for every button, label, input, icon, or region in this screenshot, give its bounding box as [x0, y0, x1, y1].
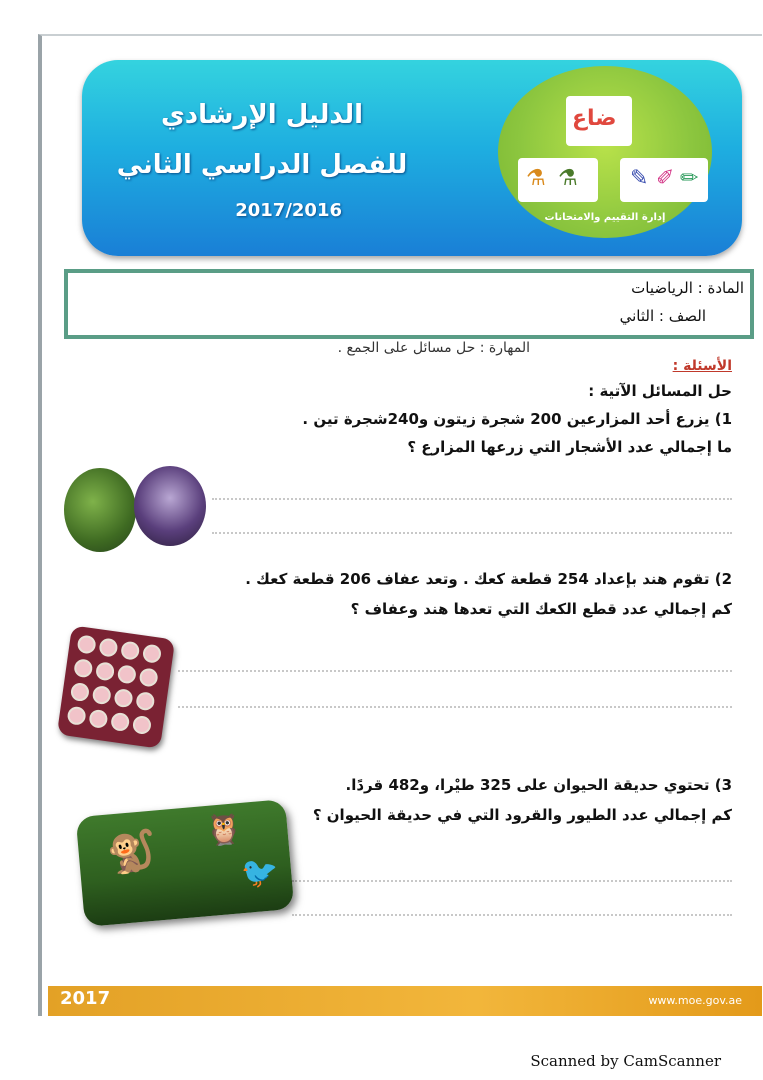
worksheet-page	[38, 34, 762, 1016]
question-2-line1: 2) تقوم هند بإعداد 254 قطعة كعك . وتعد عفاف 206 قطعة كعك .	[245, 570, 732, 588]
header-banner	[82, 60, 742, 256]
answer-line	[212, 532, 732, 534]
ministry-logo	[498, 66, 712, 238]
instruction-text: حل المسائل الآتية :	[588, 382, 732, 400]
banner-title-line2: للفصل الدراسي الثاني	[116, 150, 408, 180]
answer-line	[292, 880, 732, 882]
banner-title-line1: الدليل الإرشادي	[160, 100, 364, 130]
question-3-line1: 3) تحتوي حديقة الحيوان على 325 طيْرا، و482 قردًا.	[345, 776, 732, 794]
logo-caption: إدارة التقييم والامتحانات	[544, 212, 666, 223]
logo-word-tile	[566, 96, 632, 146]
questions-heading: الأسئلة :	[672, 358, 732, 374]
answer-line	[212, 498, 732, 500]
subject-info-box	[64, 269, 754, 339]
question-1-line2: ما إجمالي عدد الأشجار التي زرعها المزارع ؟	[407, 438, 732, 456]
question-1-line1: 1) يزرع أحد المزارعين 200 شجرة زيتون و240شجرة تين .	[302, 410, 732, 428]
scanner-watermark: Scanned by CamScanner	[530, 1052, 721, 1070]
footer-url: www.moe.gov.ae	[648, 994, 742, 1007]
footer-bar	[48, 986, 762, 1016]
logo-word: ضاع	[572, 106, 617, 131]
subject-label: المادة : الرياضيات	[631, 279, 744, 297]
banner-year: 2017/2016	[235, 200, 342, 221]
question-2-line2: كم إجمالي عدد قطع الكعك التي تعدها هند وعفاف ؟	[350, 600, 732, 618]
figs-image	[134, 466, 206, 546]
answer-line	[292, 914, 732, 916]
fig-leaves-image	[64, 468, 136, 552]
jungle-animals-image: 🐒 🦉 🐦	[76, 799, 295, 927]
skill-label: المهارة : حل مسائل على الجمع .	[337, 340, 530, 356]
question-3-line2: كم إجمالي عدد الطيور والقرود التي في حديقة الحيوان ؟	[312, 806, 732, 824]
grade-label: الصف : الثاني	[619, 307, 706, 325]
answer-line	[178, 670, 732, 672]
lab-flasks-icon: ⚗ ⚗	[518, 158, 598, 202]
footer-year: 2017	[60, 988, 111, 1009]
cookies-image	[57, 625, 175, 748]
answer-line	[178, 706, 732, 708]
school-supplies-icon: ✎ ✐ ✏	[620, 158, 708, 202]
